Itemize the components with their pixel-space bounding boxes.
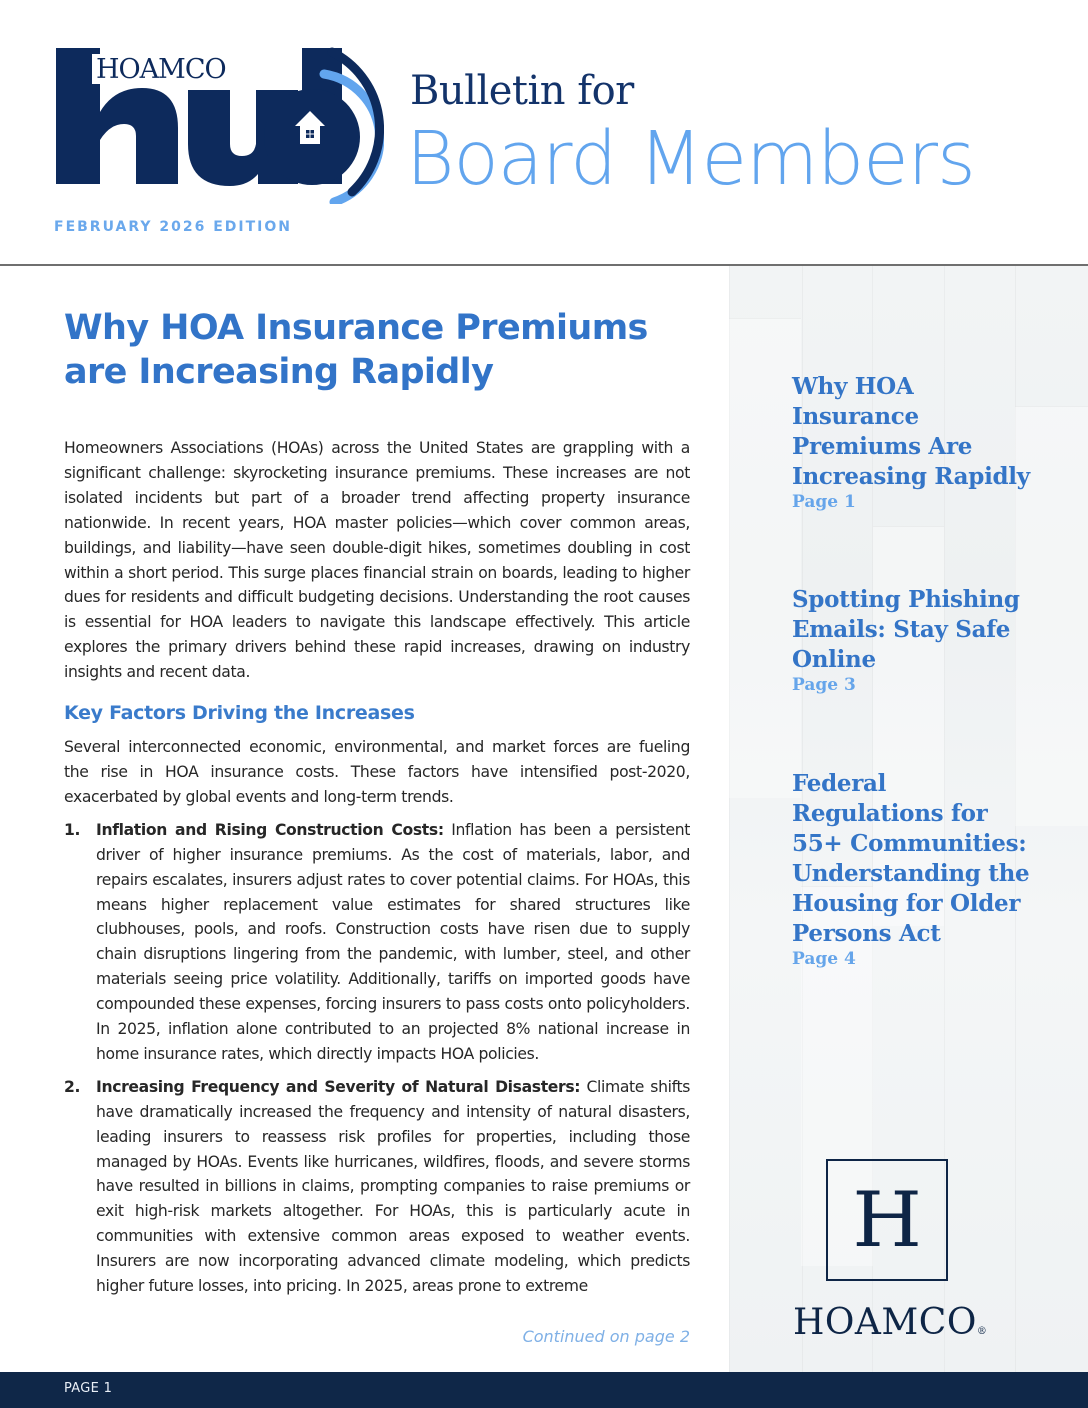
hoamco-hub-logo: [54, 44, 384, 204]
sidebar-table-of-contents: [729, 266, 1088, 1372]
factor-item: [64, 818, 690, 1067]
board-members-title: Board Members: [406, 116, 975, 202]
article-title: [64, 306, 690, 394]
factor-item: [64, 1075, 690, 1299]
wordmark-text: HOAMCO: [793, 1302, 977, 1343]
toc-page: Page 1: [792, 492, 856, 512]
factor-text: Inflation has been a persistent driver of higher insurance premiums. As the cost of materials, labor, and repairs escalates, insurers adjust rates to cover potential claims. For HOAs, this means higher replacement value estimates for shared structures like clubhouses, pools, and roofs. Construction costs have risen due to supply chain disruptions lingering from the pandemic, with lumber, steel, and other materials seeing price volatility. Additionally, tariffs on imported goods have compounded these expenses, forcing insurers to pass costs onto policyholders. In 2025, inflation alone contributed to an projected 8% national increase in home insurance rates, which directly impacts HOA policies.: [96, 820, 690, 1063]
hoamco-monogram-logo: [826, 1159, 948, 1281]
factor-text: Climate shifts have dramatically increased the frequency and intensity of natural disasters, leading insurers to reassess risk profiles for properties, including those managed by HOAs. Events like hurricanes, wildfires, floods, and severe storms have resulted in billions in claims, prompting companies to raise premiums or exit high-risk markets altogether. For HOAs, this is particularly acute in communities with extensive common areas exposed to weather events. Insurers are now incorporating advanced climate modeling, which predicts higher future losses, into pricing. In 2025, areas prone to extreme: [96, 1077, 690, 1296]
factor-lead: Inflation and Rising Construction Costs:: [96, 820, 444, 839]
continued-link[interactable]: Continued on page 2: [522, 1327, 690, 1346]
toc-page: Page 3: [792, 675, 856, 695]
hoamco-wordmark: [793, 1302, 987, 1343]
monogram-letter: H: [852, 1175, 922, 1264]
edition-label: FEBRUARY 2026 EDITION: [54, 219, 292, 235]
registered-mark: ®: [976, 1326, 988, 1337]
toc-item-phishing[interactable]: [792, 585, 1082, 695]
wood-plank: [729, 318, 801, 798]
toc-item-insurance[interactable]: [792, 372, 1082, 512]
logo-brand-text: HOAMCO: [96, 54, 226, 85]
toc-title: Why HOA Insurance Premiums Are Increasing Rapidly: [792, 373, 1030, 490]
toc-title: Spotting Phishing Emails: Stay Safe Online: [792, 586, 1020, 673]
article-title-line2: are Increasing Rapidly: [64, 352, 494, 392]
factor-lead: Increasing Frequency and Severity of Natural Disasters:: [96, 1077, 581, 1096]
factor-number: 2.: [64, 1077, 81, 1096]
section-intro: Several interconnected economic, environmental, and market forces are fueling the rise in HOA insurance costs. These factors have intensified post-2020, exacerbated by global events and long-term trends.: [64, 738, 690, 806]
masthead: [0, 0, 1088, 266]
toc-title: Federal Regulations for 55+ Communities: Understanding the Housing for Older Persons Act: [792, 770, 1030, 947]
factor-number: 1.: [64, 820, 81, 839]
main-article: [64, 306, 690, 1346]
article-title-line1: Why HOA Insurance Premiums: [64, 308, 648, 348]
page-number: PAGE 1: [64, 1381, 113, 1396]
toc-page: Page 4: [792, 949, 856, 969]
toc-item-55-plus[interactable]: [792, 769, 1082, 969]
page-footer: [0, 1372, 1088, 1408]
bulletin-for-title: Bulletin for: [410, 68, 634, 114]
article-intro: Homeowners Associations (HOAs) across the United States are grappling with a significant challenge: skyrocketing insurance premiums. These increases are not isolated incidents but part of a broader trend affecting property insurance nationwide. In recent years, HOA master policies—which cover common areas, buildings, and liability—have seen double-digit hikes, sometimes doubling in cost within a short period. This surge places financial strain on boards, leading to higher dues for residents and difficult budgeting decisions. Understanding the root causes is essential for HOA leaders to navigate this landscape effectively. This article explores the primary drivers behind these rapid increases, drawing on industry insights and recent data.: [64, 439, 690, 682]
section-heading: Key Factors Driving the Increases: [64, 702, 415, 725]
